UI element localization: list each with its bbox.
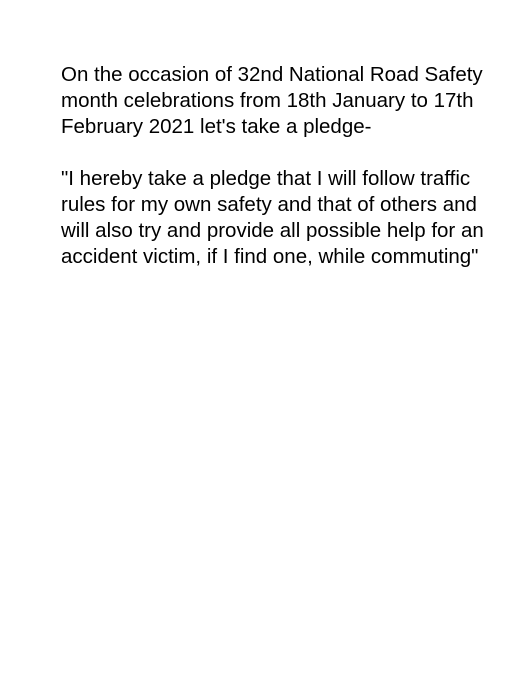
pledge-line-4: accident victim, if I find one, while commuting" (61, 245, 479, 268)
pledge-paragraph (61, 166, 484, 270)
pledge-line-2: rules for my own safety and that of others and (61, 193, 477, 216)
intro-line-2: month celebrations from 18th January to 17th (61, 89, 474, 112)
pledge-line-1: "I hereby take a pledge that I will follow traffic (61, 167, 471, 190)
intro-line-3: February 2021 let's take a pledge- (61, 115, 372, 138)
intro-line-1: On the occasion of 32nd National Road Safety (61, 63, 483, 86)
paragraph-spacer (61, 140, 481, 166)
intro-paragraph (61, 62, 481, 140)
document-body (61, 62, 484, 270)
pledge-line-3: will also try and provide all possible help for an (61, 219, 484, 242)
